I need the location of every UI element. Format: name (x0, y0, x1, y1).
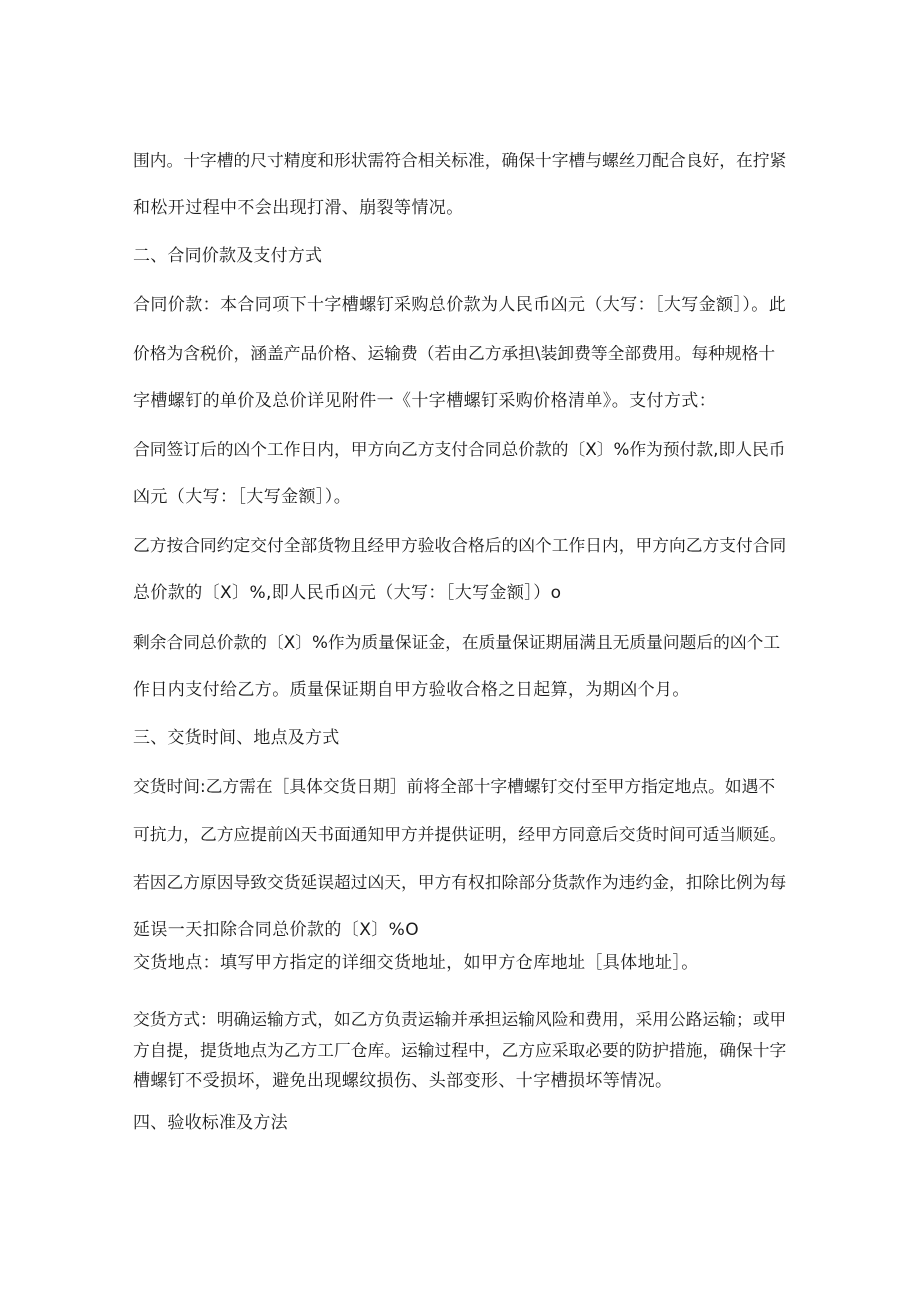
paragraph-line: 字槽螺钉的单价及总价详见附件一《十字槽螺钉采购价格清单》。支付方式： (133, 391, 717, 411)
paragraph-line: 方自提，提货地点为乙方工厂仓库。运输过程中，乙方应采取必要的防护措施，确保十字 (133, 1040, 787, 1060)
paragraph-line: 交货方式：明确运输方式，如乙方负责运输并承担运输风险和费用，采用公路运输；或甲 (133, 1009, 787, 1029)
section-heading: 三、交货时间、地点及方式 (133, 728, 340, 748)
paragraph-line: 若因乙方原因导致交货延误超过凶天，甲方有权扣除部分货款作为违约金，扣除比例为每 (133, 872, 787, 892)
section-heading: 二、合同价款及支付方式 (133, 246, 323, 266)
paragraph-line: 槽螺钉不受损坏，避免出现螺纹损伤、头部变形、十字槽损坏等情况。 (133, 1071, 673, 1091)
paragraph-line: 乙方按合同约定交付全部货物且经甲方验收合格后的凶个工作日内，甲方向乙方支付合同 (133, 535, 787, 555)
paragraph-line: 和松开过程中不会出现打滑、崩裂等情况。 (133, 198, 464, 218)
paragraph-line: 剩余合同总价款的〔X〕%作为质量保证金，在质量保证期届满且无质量问题后的凶个工 (133, 632, 781, 652)
paragraph-line: 作日内支付给乙方。质量保证期自甲方验收合格之日起算，为期凶个月。 (133, 680, 690, 700)
paragraph-line: 延误一天扣除合同总价款的〔X〕%O (133, 920, 419, 940)
section-heading: 四、验收标准及方法 (133, 1113, 288, 1133)
paragraph-line: 合同价款：本合同项下十字槽螺钉采购总价款为人民币凶元（大写：［大写金额］）。此 (133, 295, 787, 315)
paragraph-line: 交货时间:乙方需在［具体交货日期］前将全部十字槽螺钉交付至甲方指定地点。如遇不 (133, 776, 776, 796)
paragraph-line: 围内。十字槽的尺寸精度和形状需符合相关标准，确保十字槽与螺丝刀配合良好，在拧紧 (133, 150, 787, 170)
paragraph-line: 总价款的〔X〕%,即人民币凶元（大写：［大写金额］）o (133, 583, 562, 603)
paragraph-line: 凶元（大写：［大写金额］）。 (133, 487, 352, 507)
paragraph-line: 合同签订后的凶个工作日内，甲方向乙方支付合同总价款的〔X〕%作为预付款,即人民币 (133, 439, 786, 459)
paragraph-line: 可抗力，乙方应提前凶天书面通知甲方并提供证明，经甲方同意后交货时间可适当顺延。 (133, 824, 787, 844)
paragraph-line: 价格为含税价，涵盖产品价格、运输费（若由乙方承担\装卸费等全部费用。每种规格十 (133, 343, 776, 363)
paragraph-line: 交货地点：填写甲方指定的详细交货地址，如甲方仓库地址［具体地址］。 (133, 953, 699, 973)
